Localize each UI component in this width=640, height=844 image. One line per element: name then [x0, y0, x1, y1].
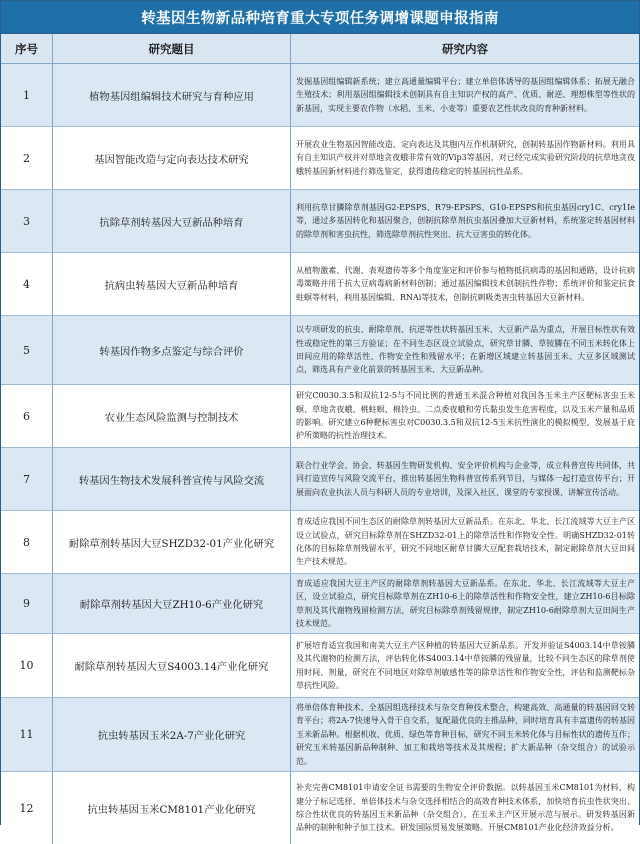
header-topic: 研究题目	[53, 34, 291, 63]
row-content: 研究C0030.3.5和双抗12-5与不同比例的普通玉米混合种植对我国各玉米主产区靶标害虫玉米螟、草地贪夜蛾、桃蛀螟、棉铃虫、二点委夜蛾和劳氏黏虫发生危害程度，以及玉米产量和品质的影响。研究建立6种靶标害虫对C0030.3.5和双抗12-5玉米抗性演化的模拟模型，发展基于庇护所策略的抗性治理技术。	[296, 391, 635, 441]
row-no: 2	[1, 127, 53, 189]
row-no: 8	[1, 511, 53, 573]
row-topic: 抗除草剂转基因大豆新品种培育	[53, 190, 291, 252]
table-row	[1, 772, 639, 844]
row-topic: 转基因生物技术发展科普宣传与风险交流	[53, 448, 291, 510]
row-topic: 抗虫转基因玉米2A-7产业化研究	[53, 698, 291, 771]
row-content: 从植物激素、代谢、表观遗传等多个角度鉴定和评价参与植物抵抗病毒的基因和通路，设计抗病毒策略并用于抗大豆病毒病新材料创制；通过基因编辑技术创制抗性作物；系统评价和鉴定抗食蛀螟等材料，利用基因编辑、RNAi等技术，创制抗刺吸类害虫转基因大豆新材料。	[296, 265, 635, 302]
row-topic: 耐除草剂转基因大豆ZH10-6产业化研究	[53, 574, 291, 633]
table-row	[1, 574, 639, 634]
row-content: 将单倍体育种技术、全基因组选择技术与杂交育种技术整合，构建高效、高通量的转基因回交转育平台；将2A-7快速导入骨干自交系，复配最优良的主推品种，同时培育具有丰富遗传的转基因玉米新品种。根据机收、优质、绿色等育种目标，研究不同玉米转化体与目标性状的遗传互作；研究玉米转基因新品种制种、加工和栽培等技术及其规程；扩大新品种（杂交组合）的试验示范。	[296, 702, 635, 766]
row-topic: 抗虫转基因玉米CM8101产业化研究	[53, 772, 291, 844]
row-no: 12	[1, 772, 53, 844]
table-row	[1, 698, 639, 772]
table-row	[1, 127, 639, 190]
table-row	[1, 316, 639, 385]
table-row	[1, 448, 639, 511]
header-no: 序号	[1, 34, 53, 63]
table-row	[1, 511, 639, 574]
row-topic: 转基因作物多点鉴定与综合评价	[53, 316, 291, 384]
row-no: 5	[1, 316, 53, 384]
row-topic: 农业生态风险监测与控制技术	[53, 385, 291, 447]
row-topic: 抗病虫转基因大豆新品种培育	[53, 253, 291, 315]
row-content: 育成适应我国不同生态区的耐除草剂转基因大豆新品系。在东北、华北、长江流域等大豆主产区设立试验点，研究目标除草剂在SHZD32-01上的除草活性和作物安全性。明确SHZD32-01转化体的目标除草剂残留水平，研究不同地区耐草甘膦大豆配套栽培技术，制定耐除草剂大豆田间生产技术规范。	[296, 517, 635, 567]
table-row	[1, 634, 639, 698]
row-no: 4	[1, 253, 53, 315]
row-content: 扩展培育适宜我国和南美大豆主产区种植的转基因大豆新品系。开发并验证S4003.14中草铵膦及其代谢物的检测方法，评估转化体S4003.14中草铵膦的残留量，比较不同生态区的除草剂使用时间、剂量，研究在不同地区对除草剂敏感性等的除草活性和作物安全性，评估和监测靶标杂草抗性风险。	[296, 640, 635, 690]
row-content: 育成适应我国大豆主产区的耐除草剂转基因大豆新品系。在东北、华北、长江流域等大豆主产区，设立试验点，研究目标除草剂在ZH10-6上的除草活性和作物安全性，建立ZH10-6目标除草剂及其代谢物残留检测方法，研究目标除草剂残留规律，制定ZH10-6耐除草剂大豆田间生产技术规范。	[296, 578, 635, 628]
row-content: 补充完善CM8101申请安全证书需要的生物安全评价数据。以转基因玉米CM8101为材料，构建分子标记选择、单倍体技术与杂交选择相结合的高效育种技术体系，加快培育抗虫性状突出、综合性状优良的转基因玉米新品种（杂交组合），在玉米主产区开展示范与展示。研发转基因新品种的制种和种子加工技术。研发国际贸易发展策略。开展CM8101产业化经济效益分析。	[296, 783, 635, 833]
row-topic: 耐除草剂转基因大豆S4003.14产业化研究	[53, 634, 291, 697]
table-row	[1, 190, 639, 253]
row-content: 联合行业学会、协会、转基因生物研发机构、安全评价机构与企业等，成立科普宣传共同体，共同打造宣传与风险交流平台，推出转基因生物科普宣传系列节目，与媒体一起打造宣传平台；开展面向农业执法人员与科研人员的专业培训，及深入社区、课堂的专家授课、讲解宣传活动。	[296, 460, 635, 497]
row-no: 7	[1, 448, 53, 510]
row-no: 11	[1, 698, 53, 771]
row-content: 开展农业生物基因智能改造、定向表达及其胞内互作机制研究，创制转基因作物新材料。利用具有自主知识产权并对草地贪夜蛾非常有效的Vip3等基因，对已经完成实验研究阶段的抗草地贪夜蛾转基因新材料进行筛选鉴定，获得遗传稳定的转基因抗性品系。	[296, 139, 635, 176]
row-no: 9	[1, 574, 53, 633]
row-content: 发掘基因组编辑新系统；建立高通量编辑平台；建立单倍体诱导的基因组编辑体系；拓展无融合生殖技术；利用基因组编辑技术创制具有自主知识产权的高产、优质、耐逆、理想株型等性状的新基因，实现主要农作物（水稻、玉米、小麦等）重要农艺性状改良的育种新材料。	[296, 76, 635, 113]
table-row	[1, 385, 639, 448]
row-no: 1	[1, 64, 53, 126]
row-content: 利用抗草甘膦除草剂基因G2-EPSPS、R79-EPSPS、G10-EPSPS和抗虫基因cry1C、cry1Ie等，通过多基因转化和基因聚合，创制抗除草剂抗虫基因叠加大豆新材料，系统鉴定转基因材料的除草剂和害虫抗性，筛选除草剂抗性突出、抗大豆害虫的转化体。	[296, 202, 635, 239]
row-content: 以专项研发的抗虫、耐除草剂、抗逆等性状转基因玉米、大豆新产品为重点，开展目标性状有效性或稳定性的第三方验证；在不同生态区设立试验点，研究草甘膦、草铵膦在不同玉米转化体上田间应用的除草活性、作物安全性和残留水平；在新增区域建立转基因玉米、大豆多区域测试点，筛选具有产业化前景的转基因玉米、大豆新品种。	[296, 325, 635, 375]
row-no: 6	[1, 385, 53, 447]
table-row	[1, 253, 639, 316]
table-row	[1, 64, 639, 127]
row-no: 10	[1, 634, 53, 697]
row-no: 3	[1, 190, 53, 252]
row-topic: 植物基因组编辑技术研究与育种应用	[53, 64, 291, 126]
header-content: 研究内容	[442, 41, 488, 56]
table-header	[1, 34, 639, 64]
page-title: 转基因生物新品种培育重大专项任务调增课题申报指南	[1, 1, 639, 34]
row-topic: 耐除草剂转基因大豆SHZD32-01产业化研究	[53, 511, 291, 573]
row-topic: 基因智能改造与定向表达技术研究	[53, 127, 291, 189]
